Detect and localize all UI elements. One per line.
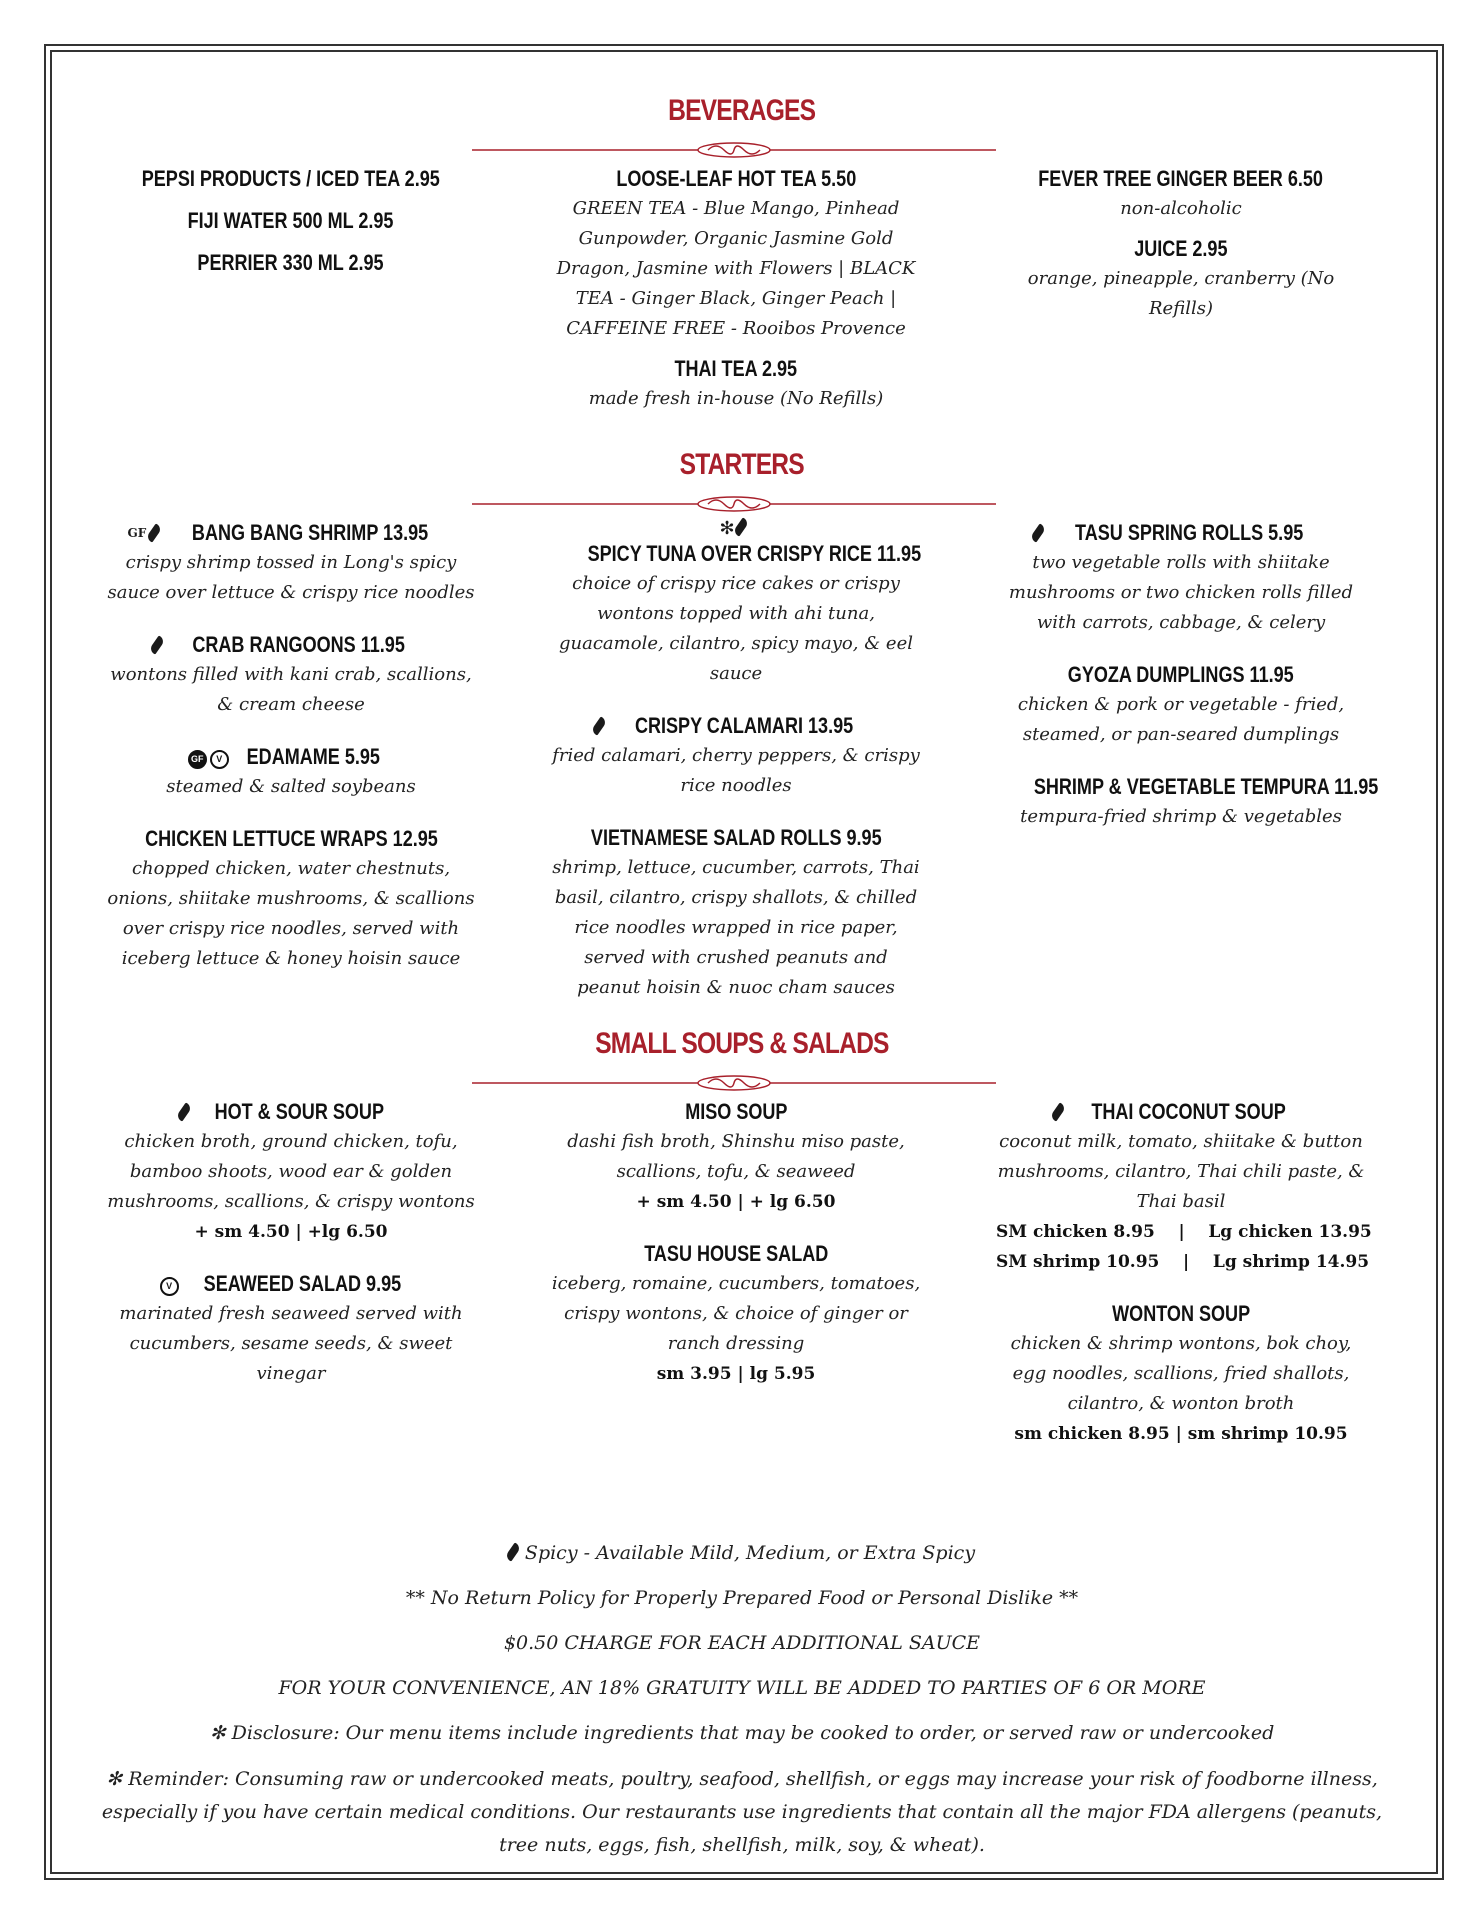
menu-item [106, 164, 476, 194]
menu-item [551, 1239, 921, 1389]
item-name: BANG BANG SHRIMP 13.95 [192, 520, 429, 545]
section-header-starters [0, 448, 1484, 482]
item-name: THAI TEA 2.95 [674, 356, 798, 381]
item-name: EDAMAME 5.95 [246, 744, 380, 769]
footer-reminder-text: Reminder: Consuming raw or undercooked meats, poultry, seafood, shellfish, or eggs may increase your risk of foodborne illness, especially if you have certain medical conditions. Our restaurants use ingredients that contain all the major FDA allergens (peanuts, tree nuts, eggs, fish, shellfish, milk, soy, & wheat). [101, 1768, 1383, 1856]
soups-column-2 [551, 1097, 921, 1411]
menu-item [996, 1299, 1366, 1449]
asterisk-icon: ✻ [209, 1722, 226, 1744]
item-description: dashi fish broth, Shinshu miso paste, scallions, tofu, & seaweed [567, 1131, 905, 1182]
item-description: chicken & shrimp wontons, bok choy, egg noodles, scallions, fried shallots, cilantro, & wonton broth [1010, 1333, 1352, 1414]
soups-column-1 [106, 1097, 476, 1411]
menu-item [106, 630, 476, 720]
item-name: CRAB RANGOONS 11.95 [192, 632, 406, 657]
item-name: CHICKEN LETTUCE WRAPS 12.95 [144, 826, 438, 851]
chili-pepper-icon [590, 716, 607, 735]
item-price: + sm 4.50 | +lg 6.50 [194, 1222, 388, 1242]
item-name: CRISPY CALAMARI 13.95 [634, 713, 854, 738]
menu-item [106, 206, 476, 236]
menu-item [106, 248, 476, 278]
item-name: TASU SPRING ROLLS 5.95 [1074, 520, 1304, 545]
item-description: marinated fresh seaweed served with cucumbers, sesame seeds, & sweet vinegar [119, 1303, 463, 1384]
starters-column-1 [106, 518, 476, 996]
item-name: HOT & SOUR SOUP [214, 1099, 384, 1124]
item-description: chopped chicken, water chestnuts, onions, shiitake mushrooms, & scallions over crispy rice noodles, served with iceberg lettuce & honey hoisin sauce [107, 858, 475, 969]
menu-item [996, 234, 1366, 324]
menu-item [106, 742, 476, 802]
menu-item [551, 354, 921, 414]
gluten-free-icon: GF [188, 750, 207, 769]
item-name: LOOSE-LEAF HOT TEA 5.50 [616, 166, 856, 191]
footer-disclosure [80, 1718, 1404, 1749]
item-description: shrimp, lettuce, cucumber, carrots, Thai basil, cilantro, crispy shallots, & chilled rice noodles wrapped in rice paper, served with crushed peanuts and peanut hoisin & nuoc cham sauces [552, 857, 920, 998]
item-description: wontons filled with kani crab, scallions, & cream cheese [110, 664, 472, 715]
menu-item [551, 518, 921, 689]
footer-sauce-charge: $0.50 CHARGE FOR EACH ADDITIONAL SAUCE [503, 1632, 981, 1654]
item-description: steamed & salted soybeans [166, 776, 416, 797]
menu-item [551, 823, 921, 1003]
soups-column-3 [996, 1097, 1372, 1471]
item-description: chicken broth, ground chicken, tofu, bamboo shoots, wood ear & golden mushrooms, scallions, & crispy wontons [107, 1131, 475, 1212]
item-price: + sm 4.50 | + lg 6.50 [636, 1192, 836, 1212]
section-title-beverages: BEVERAGES [668, 94, 816, 127]
item-description: fried calamari, cherry peppers, & crispy rice noodles [552, 745, 920, 796]
menu-item [106, 1269, 476, 1389]
item-description: choice of crispy rice cakes or crispy wontons topped with ahi tuna, guacamole, cilantro, spicy mayo, & eel sauce [559, 573, 913, 684]
chili-pepper-icon [146, 523, 163, 542]
menu-item [106, 1097, 476, 1247]
item-description: GREEN TEA - Blue Mango, Pinhead Gunpowder, Organic Jasmine Gold Dragon, Jasmine with Flowers | BLACK TEA - Ginger Black, Ginger Peach | CAFFEINE FREE - Rooibos Provence [556, 198, 916, 339]
footer-disclosure-text: Disclosure: Our menu items include ingredients that may be cooked to order, or served raw or undercooked [231, 1722, 1275, 1744]
menu-item [551, 1097, 921, 1217]
footer-no-return: ** No Return Policy for Properly Prepared Food or Personal Dislike ** [405, 1587, 1079, 1609]
item-description: non-alcoholic [1120, 198, 1242, 219]
item-name: PERRIER 330 ML 2.95 [197, 250, 385, 275]
item-description: chicken & pork or vegetable - fried, steamed, or pan-seared dumplings [1017, 694, 1345, 745]
item-description: crispy shrimp tossed in Long's spicy sauce over lettuce & crispy rice noodles [107, 552, 475, 603]
ornament-divider-icon [472, 1073, 996, 1093]
item-name: THAI COCONUT SOUP [1091, 1099, 1287, 1124]
chili-pepper-icon [1050, 1102, 1067, 1121]
item-name: SEAWEED SALAD 9.95 [203, 1271, 401, 1296]
chili-pepper-icon [1029, 523, 1046, 542]
item-name: FIJI WATER 500 ML 2.95 [188, 208, 394, 233]
beverages-column-3 [996, 164, 1366, 346]
item-name: SPICY TUNA OVER CRISPY RICE 11.95 [587, 541, 922, 566]
item-description: two vegetable rolls with shiitake mushrooms or two chicken rolls filled with carrots, cabbage, & celery [1008, 552, 1354, 633]
menu-item [996, 660, 1366, 750]
item-price: sm 3.95 | lg 5.95 [656, 1364, 816, 1384]
menu-item [551, 711, 921, 801]
item-name: GYOZA DUMPLINGS 11.95 [1068, 662, 1294, 687]
item-price: SM shrimp 10.95 | Lg shrimp 14.95 [996, 1252, 1370, 1272]
item-name: TASU HOUSE SALAD [643, 1241, 829, 1266]
menu-item [996, 1097, 1372, 1277]
chili-pepper-icon [504, 1542, 521, 1561]
menu-item [996, 164, 1366, 224]
item-name: JUICE 2.95 [1134, 236, 1228, 261]
starters-column-2 [551, 518, 921, 1025]
menu-item [996, 772, 1379, 832]
section-header-beverages [0, 94, 1484, 128]
menu-item [996, 518, 1366, 638]
footer-spicy-text: Spicy - Available Mild, Medium, or Extra Spicy [524, 1542, 976, 1564]
asterisk-icon: ✻ [719, 518, 735, 539]
chili-pepper-icon [175, 1102, 192, 1121]
beverages-column-1 [106, 164, 476, 290]
ornament-divider-icon [472, 140, 996, 160]
vegetarian-icon: V [160, 1277, 179, 1296]
footer-reminder [80, 1763, 1404, 1862]
item-name: SHRIMP & VEGETABLE TEMPURA 11.95 [1033, 774, 1379, 799]
menu-item [551, 164, 921, 344]
vegetarian-icon: V [210, 750, 229, 769]
ornament-divider-icon [472, 494, 996, 514]
item-name: FEVER TREE GINGER BEER 6.50 [1038, 166, 1324, 191]
beverages-column-2 [551, 164, 921, 436]
chili-pepper-icon [149, 635, 166, 654]
item-description: tempura-fried shrimp & vegetables [1020, 806, 1342, 827]
item-description: iceberg, romaine, cucumbers, tomatoes, crispy wontons, & choice of ginger or ranch dressing [551, 1273, 921, 1354]
asterisk-icon: ✻ [106, 1768, 123, 1790]
item-name: PEPSI PRODUCTS / ICED TEA 2.95 [141, 166, 441, 191]
item-name: MISO SOUP [684, 1099, 788, 1124]
item-description: orange, pineapple, cranberry (No Refills) [1027, 268, 1335, 319]
section-header-soups [0, 1027, 1484, 1061]
item-name: WONTON SOUP [1112, 1301, 1250, 1326]
footer-gratuity: FOR YOUR CONVENIENCE, AN 18% GRATUITY WILL BE ADDED TO PARTIES OF 6 OR MORE [278, 1677, 1206, 1699]
section-title-starters: STARTERS [679, 448, 805, 481]
starters-column-3 [996, 518, 1379, 854]
item-name: VIETNAMESE SALAD ROLLS 9.95 [590, 825, 882, 850]
footer-spicy-note [80, 1538, 1404, 1569]
item-description: coconut milk, tomato, shiitake & button mushrooms, cilantro, Thai chili paste, & Thai basil [997, 1131, 1365, 1212]
menu-footer [80, 1538, 1404, 1876]
section-title-soups: SMALL SOUPS & SALADS [595, 1027, 889, 1060]
item-price: SM chicken 8.95 | Lg chicken 13.95 [996, 1222, 1372, 1242]
menu-item [106, 824, 476, 974]
item-price: sm chicken 8.95 | sm shrimp 10.95 [1014, 1424, 1348, 1444]
menu-item [106, 518, 476, 608]
gluten-free-icon: GF [127, 526, 147, 540]
item-description: made fresh in-house (No Refills) [588, 388, 884, 409]
